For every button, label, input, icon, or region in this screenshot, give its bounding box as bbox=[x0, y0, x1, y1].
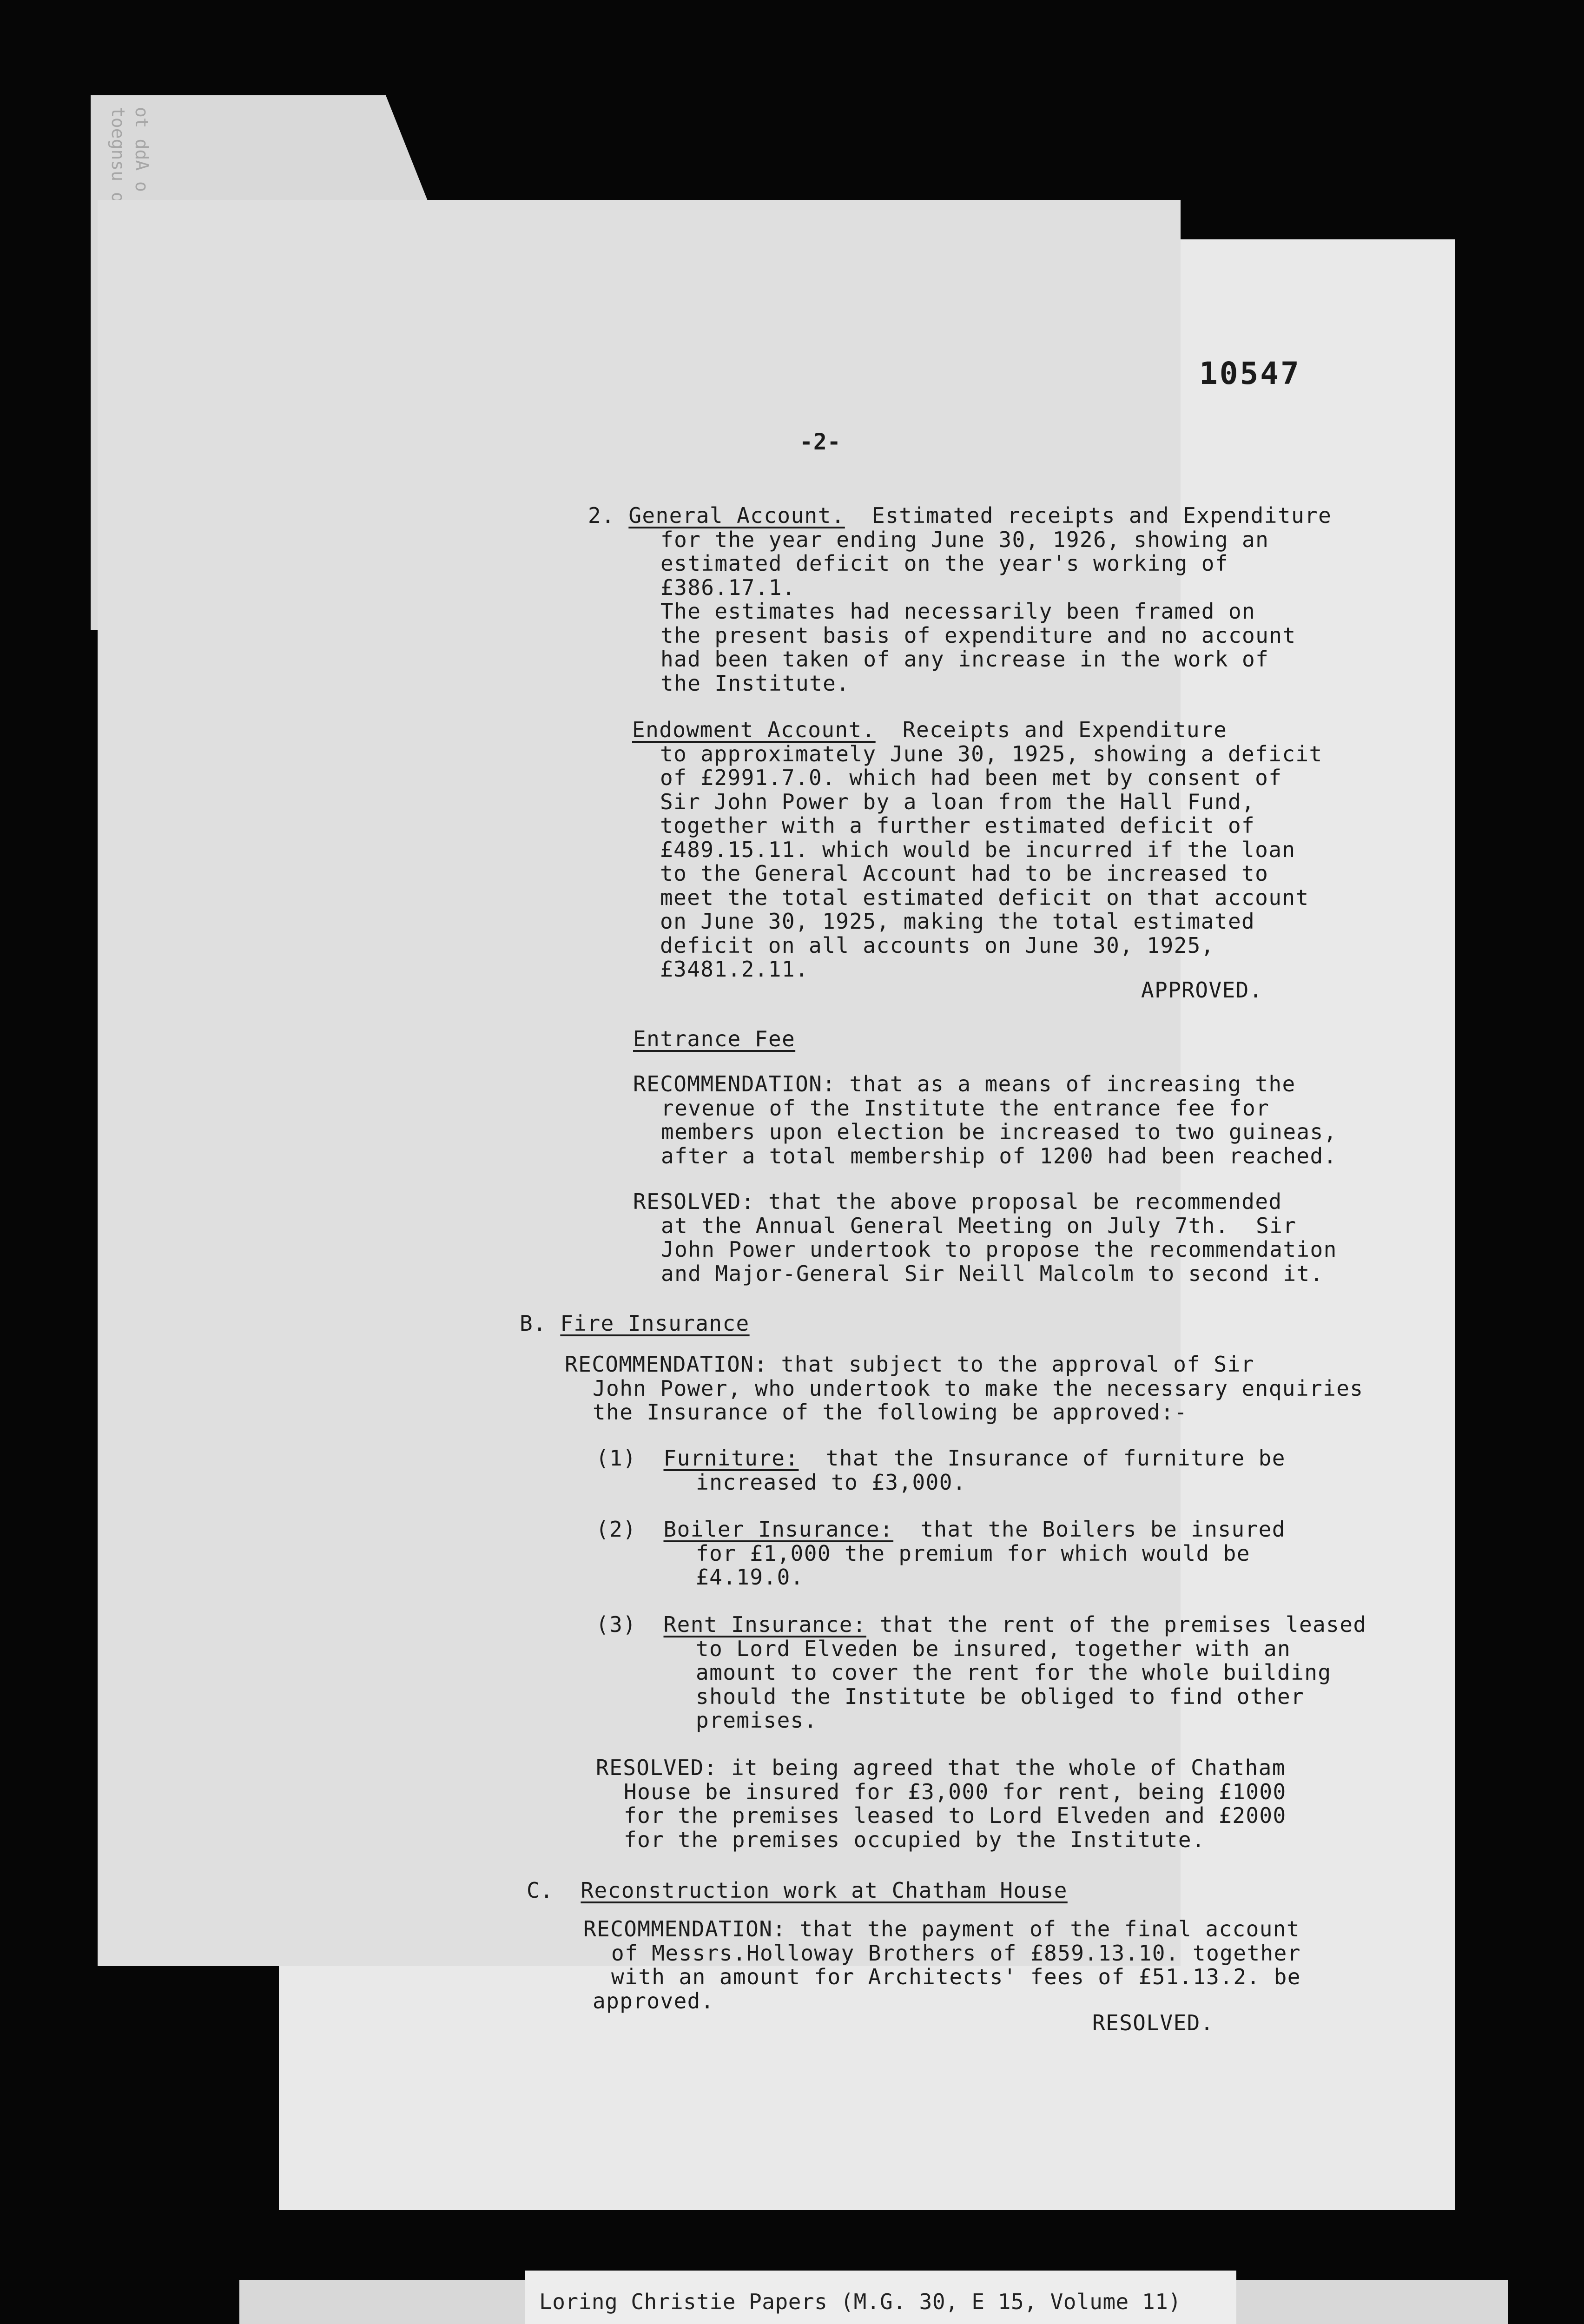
text-line: the present basis of expenditure and no account bbox=[660, 622, 1296, 648]
endowment-account-section bbox=[632, 718, 1323, 982]
text-line: and Major-General Sir Neill Malcolm to second it. bbox=[661, 1261, 1324, 1286]
item-title: Furniture: bbox=[663, 1446, 799, 1471]
text-line: approved. bbox=[593, 1988, 714, 2014]
text-line: RECOMMENDATION: that subject to the approval of Sir bbox=[565, 1352, 1254, 1377]
entrance-fee-recommendation bbox=[633, 1072, 1337, 1168]
item-number: (3) bbox=[596, 1612, 637, 1637]
text-line: that the Insurance of furniture be bbox=[825, 1446, 1286, 1471]
item-title: Rent Insurance: bbox=[663, 1612, 866, 1637]
text-line: £489.15.11. which would be incurred if the loan bbox=[660, 837, 1296, 862]
text-line: John Power undertook to propose the recommendation bbox=[661, 1237, 1337, 1262]
text-line: at the Annual General Meeting on July 7th. Sir bbox=[661, 1213, 1297, 1238]
approved-status: APPROVED. bbox=[1141, 977, 1263, 1003]
text-line: increased to £3,000. bbox=[696, 1469, 966, 1495]
text-line: £3481.2.11. bbox=[660, 957, 809, 982]
text-line: after a total membership of 1200 had been reached. bbox=[661, 1143, 1337, 1169]
insurance-item-3 bbox=[596, 1613, 1366, 1733]
text-line: on June 30, 1925, making the total estimated bbox=[660, 909, 1255, 934]
fire-insurance-heading: Fire Insurance bbox=[560, 1311, 750, 1336]
item-number: (1) bbox=[596, 1446, 637, 1471]
text-line: The estimates had necessarily been framed on bbox=[660, 599, 1256, 624]
insurance-item-2 bbox=[596, 1518, 1286, 1590]
text-line: John Power, who undertook to make the necessary enquiries bbox=[593, 1375, 1364, 1401]
text-line: House be insured for £3,000 for rent, being £1000 bbox=[624, 1779, 1287, 1804]
text-line: estimated deficit on the year's working of bbox=[660, 551, 1228, 576]
text-line: that the rent of the premises leased bbox=[880, 1612, 1367, 1637]
text-line: should the Institute be obliged to find other bbox=[696, 1684, 1305, 1709]
text-line: £4.19.0. bbox=[696, 1565, 804, 1590]
text-line: £386.17.1. bbox=[660, 574, 796, 600]
text-line: RESOLVED: that the above proposal be recommended bbox=[633, 1189, 1282, 1214]
text-line: revenue of the Institute the entrance fee for bbox=[661, 1095, 1270, 1121]
text-line: for the premises leased to Lord Elveden and £2000 bbox=[624, 1803, 1287, 1828]
reference-strip-text: Loring Christie Papers (M.G. 30, E 15, Volume 11) bbox=[539, 2289, 1181, 2314]
resolved-status: RESOLVED. bbox=[1092, 2010, 1214, 2035]
text-line: to the General Account had to be increased to bbox=[660, 861, 1269, 886]
document-number: 10547 bbox=[1199, 356, 1301, 391]
reconstruction-recommendation bbox=[583, 1917, 1301, 2013]
general-account-section bbox=[588, 504, 1332, 695]
text-line: the Institute. bbox=[660, 670, 850, 696]
text-line: RECOMMENDATION: that the payment of the final account bbox=[583, 1916, 1300, 1941]
text-line: meet the total estimated deficit on that account bbox=[660, 885, 1309, 910]
section-letter: C. bbox=[527, 1878, 554, 1903]
text-line: together with a further estimated deficit of bbox=[660, 813, 1255, 838]
text-line: RECOMMENDATION: that as a means of increasing the bbox=[633, 1071, 1296, 1096]
reconstruction-heading: Reconstruction work at Chatham House bbox=[581, 1878, 1068, 1903]
section-letter: B. bbox=[520, 1311, 547, 1336]
text-line: with an amount for Architects' fees of £51.13.2. be bbox=[611, 1964, 1301, 1989]
general-account-heading: General Account. bbox=[628, 503, 845, 528]
item-number: (2) bbox=[596, 1517, 637, 1542]
text-line: Receipts and Expenditure bbox=[902, 717, 1228, 742]
text-line: deficit on all accounts on June 30, 1925, bbox=[660, 932, 1214, 958]
entrance-fee-heading: Entrance Fee bbox=[633, 1026, 796, 1051]
insurance-item-1 bbox=[596, 1446, 1286, 1494]
text-line: Estimated receipts and Expenditure bbox=[872, 503, 1332, 528]
text-line: to approximately June 30, 1925, showing a deficit bbox=[660, 741, 1323, 766]
text-line: RESOLVED: it being agreed that the whole of Chatham bbox=[596, 1755, 1286, 1780]
fire-insurance-recommendation bbox=[565, 1353, 1363, 1425]
reconstruction-section bbox=[527, 1879, 1068, 1903]
text-line: for the premises occupied by the Institute. bbox=[624, 1827, 1206, 1852]
entrance-fee-section bbox=[633, 1027, 795, 1051]
text-line: to Lord Elveden be insured, together with an bbox=[696, 1636, 1291, 1661]
text-line: premises. bbox=[696, 1708, 818, 1733]
text-line: amount to cover the rent for the whole building bbox=[696, 1660, 1332, 1685]
section-number: 2. bbox=[588, 503, 615, 528]
text-line: Sir John Power by a loan from the Hall Fund, bbox=[660, 789, 1255, 814]
text-line: members upon election be increased to two guineas, bbox=[661, 1119, 1337, 1144]
entrance-fee-resolved bbox=[633, 1190, 1337, 1286]
item-title: Boiler Insurance: bbox=[663, 1517, 894, 1542]
text-line: had been taken of any increase in the work of bbox=[660, 647, 1269, 672]
text-line: that the Boilers be insured bbox=[920, 1517, 1286, 1542]
text-line: for the year ending June 30, 1926, showing an bbox=[660, 527, 1269, 552]
fire-insurance-section bbox=[520, 1312, 750, 1336]
endowment-account-heading: Endowment Account. bbox=[632, 717, 876, 742]
page-number: -2- bbox=[799, 429, 841, 455]
text-line: of Messrs.Holloway Brothers of £859.13.10. together bbox=[611, 1940, 1301, 1966]
fire-insurance-resolved bbox=[596, 1756, 1287, 1852]
text-line: of £2991.7.0. which had been met by consent of bbox=[660, 765, 1282, 790]
text-line: for £1,000 the premium for which would be bbox=[696, 1540, 1250, 1566]
text-line: the Insurance of the following be approved:- bbox=[593, 1400, 1188, 1425]
